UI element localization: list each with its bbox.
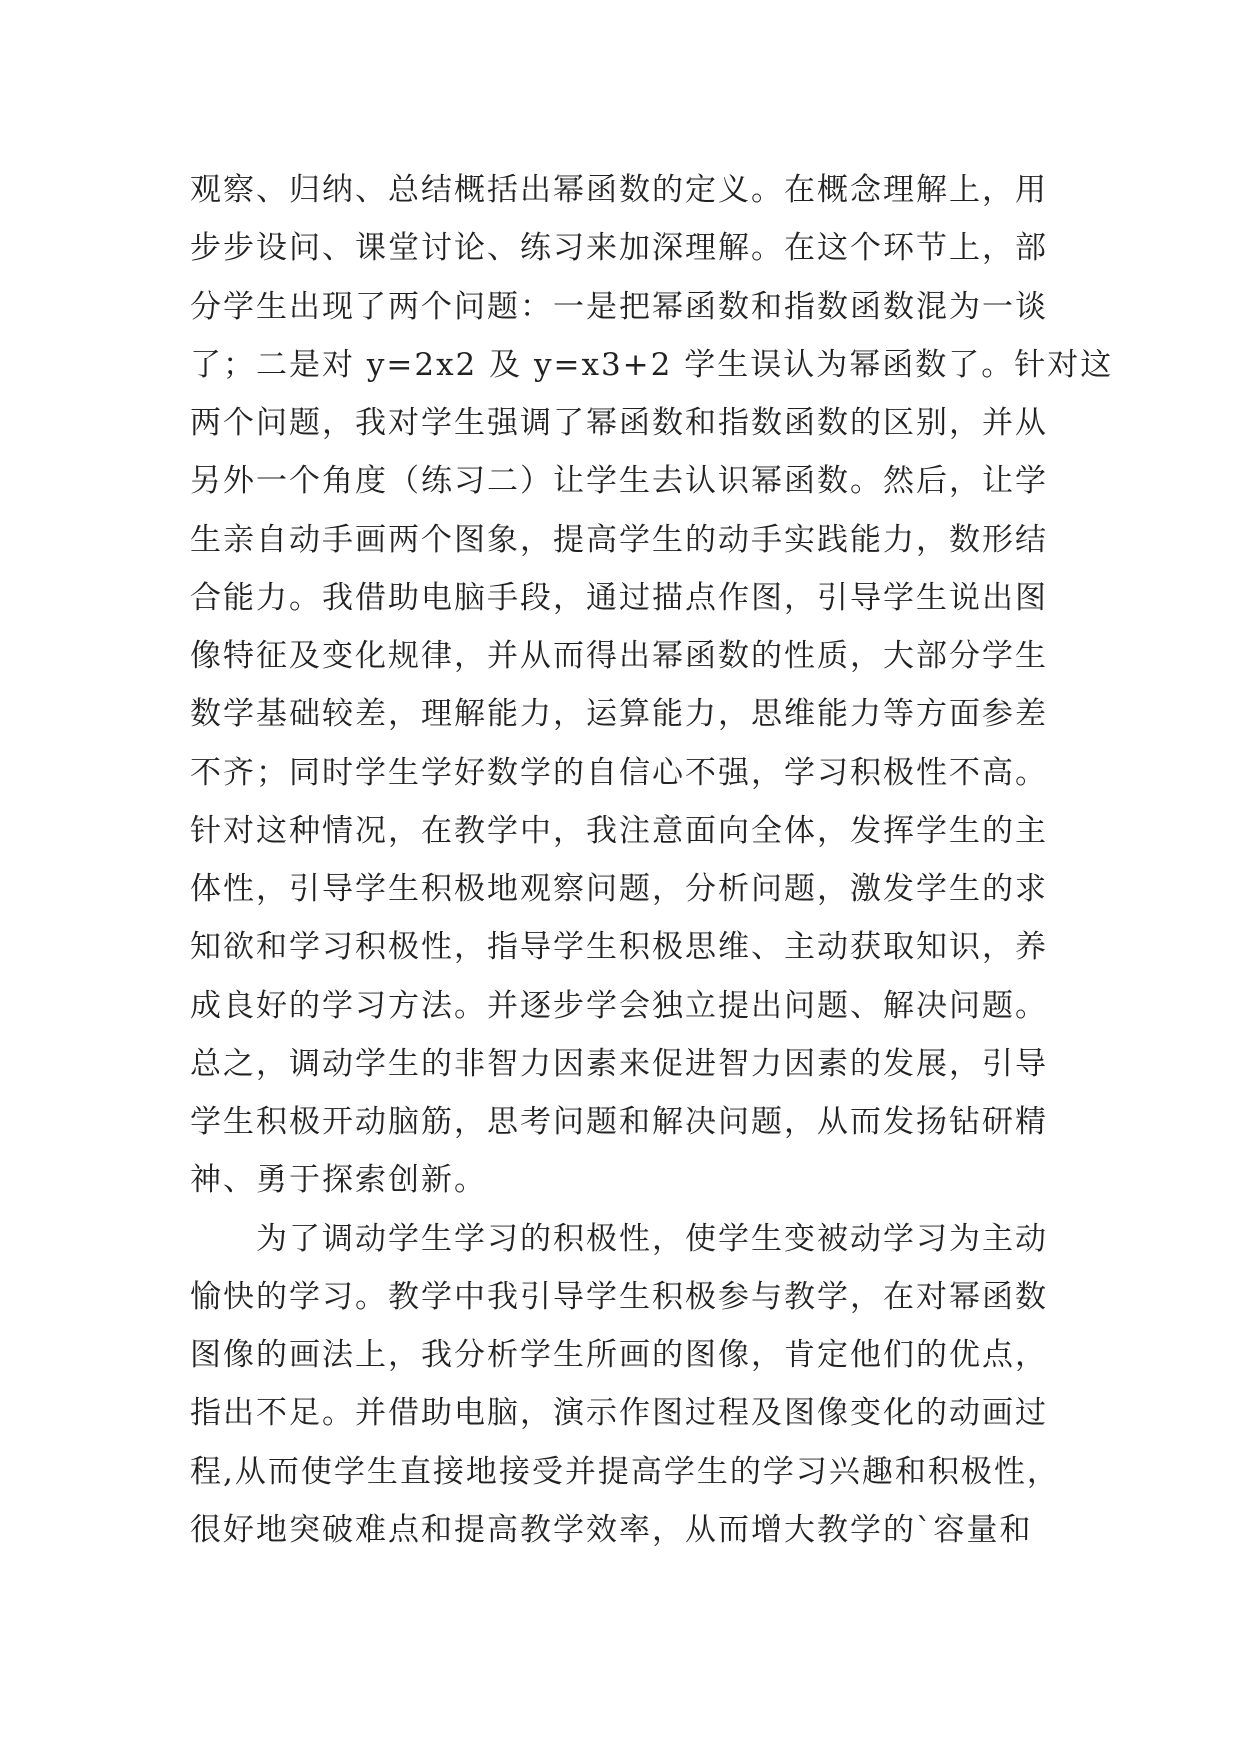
text-line: 成良好的学习方法。并逐步学会独立提出问题、解决问题。 [190, 987, 1048, 1024]
text-line: 神、勇于探索创新。 [190, 1162, 487, 1199]
text-line: 两个问题，我对学生强调了幂函数和指数函数的区别，并从 [190, 405, 1048, 441]
text-line: 观察、归纳、总结概括出幂函数的定义。在概念理解上，用 [190, 172, 1048, 208]
text-line: 不齐；同时学生学好数学的自信心不强，学习积极性不高。 [190, 754, 1048, 791]
text-line: 另外一个角度（练习二）让学生去认识幂函数。然后，让学 [190, 463, 1048, 500]
text-line: 图像的画法上，我分析学生所画的图像，肯定他们的优点， [190, 1337, 1048, 1373]
text-line: 总之，调动学生的非智力因素来促进智力因素的发展，引导 [190, 1045, 1048, 1082]
text-line: 分学生出现了两个问题：一是把幂函数和指数函数混为一谈 [190, 288, 1048, 325]
body-text [190, 161, 1114, 1559]
text-line: 生亲自动手画两个图象，提高学生的动手实践能力，数形结 [190, 521, 1048, 558]
text-line: 了；二是对 y=2x2 及 y=x3+2 学生误认为幂函数了。针对这 [190, 346, 1114, 383]
text-line: 步步设问、课堂讨论、练习来加深理解。在这个环节上，部 [190, 230, 1048, 267]
text-line: 程,从而使学生直接地接受并提高学生的学习兴趣和积极性， [190, 1453, 1060, 1490]
text-line: 像特征及变化规律，并从而得出幂函数的性质，大部分学生 [190, 638, 1048, 674]
text-line: 指出不足。并借助电脑，演示作图过程及图像变化的动画过 [190, 1395, 1048, 1432]
text-line: 为了调动学生学习的积极性，使学生变被动学习为主动 [256, 1220, 1048, 1257]
text-line: 体性，引导学生积极地观察问题，分析问题，激发学生的求 [190, 871, 1048, 907]
text-line: 合能力。我借助电脑手段，通过描点作图，引导学生说出图 [190, 579, 1048, 616]
paragraph-1 [190, 161, 1114, 1210]
text-line: 针对这种情况，在教学中，我注意面向全体，发挥学生的主 [190, 812, 1048, 849]
paragraph-2 [190, 1210, 1060, 1560]
text-line: 学生积极开动脑筋，思考问题和解决问题，从而发扬钻研精 [190, 1104, 1048, 1140]
text-line: 知欲和学习积极性，指导学生积极思维、主动获取知识，养 [190, 929, 1048, 966]
text-line: 愉快的学习。教学中我引导学生积极参与教学，在对幂函数 [190, 1278, 1048, 1315]
text-line: 数学基础较差，理解能力，运算能力，思维能力等方面参差 [190, 696, 1048, 733]
text-line: 很好地突破难点和提高教学效率，从而增大教学的`容量和 [190, 1511, 1033, 1548]
